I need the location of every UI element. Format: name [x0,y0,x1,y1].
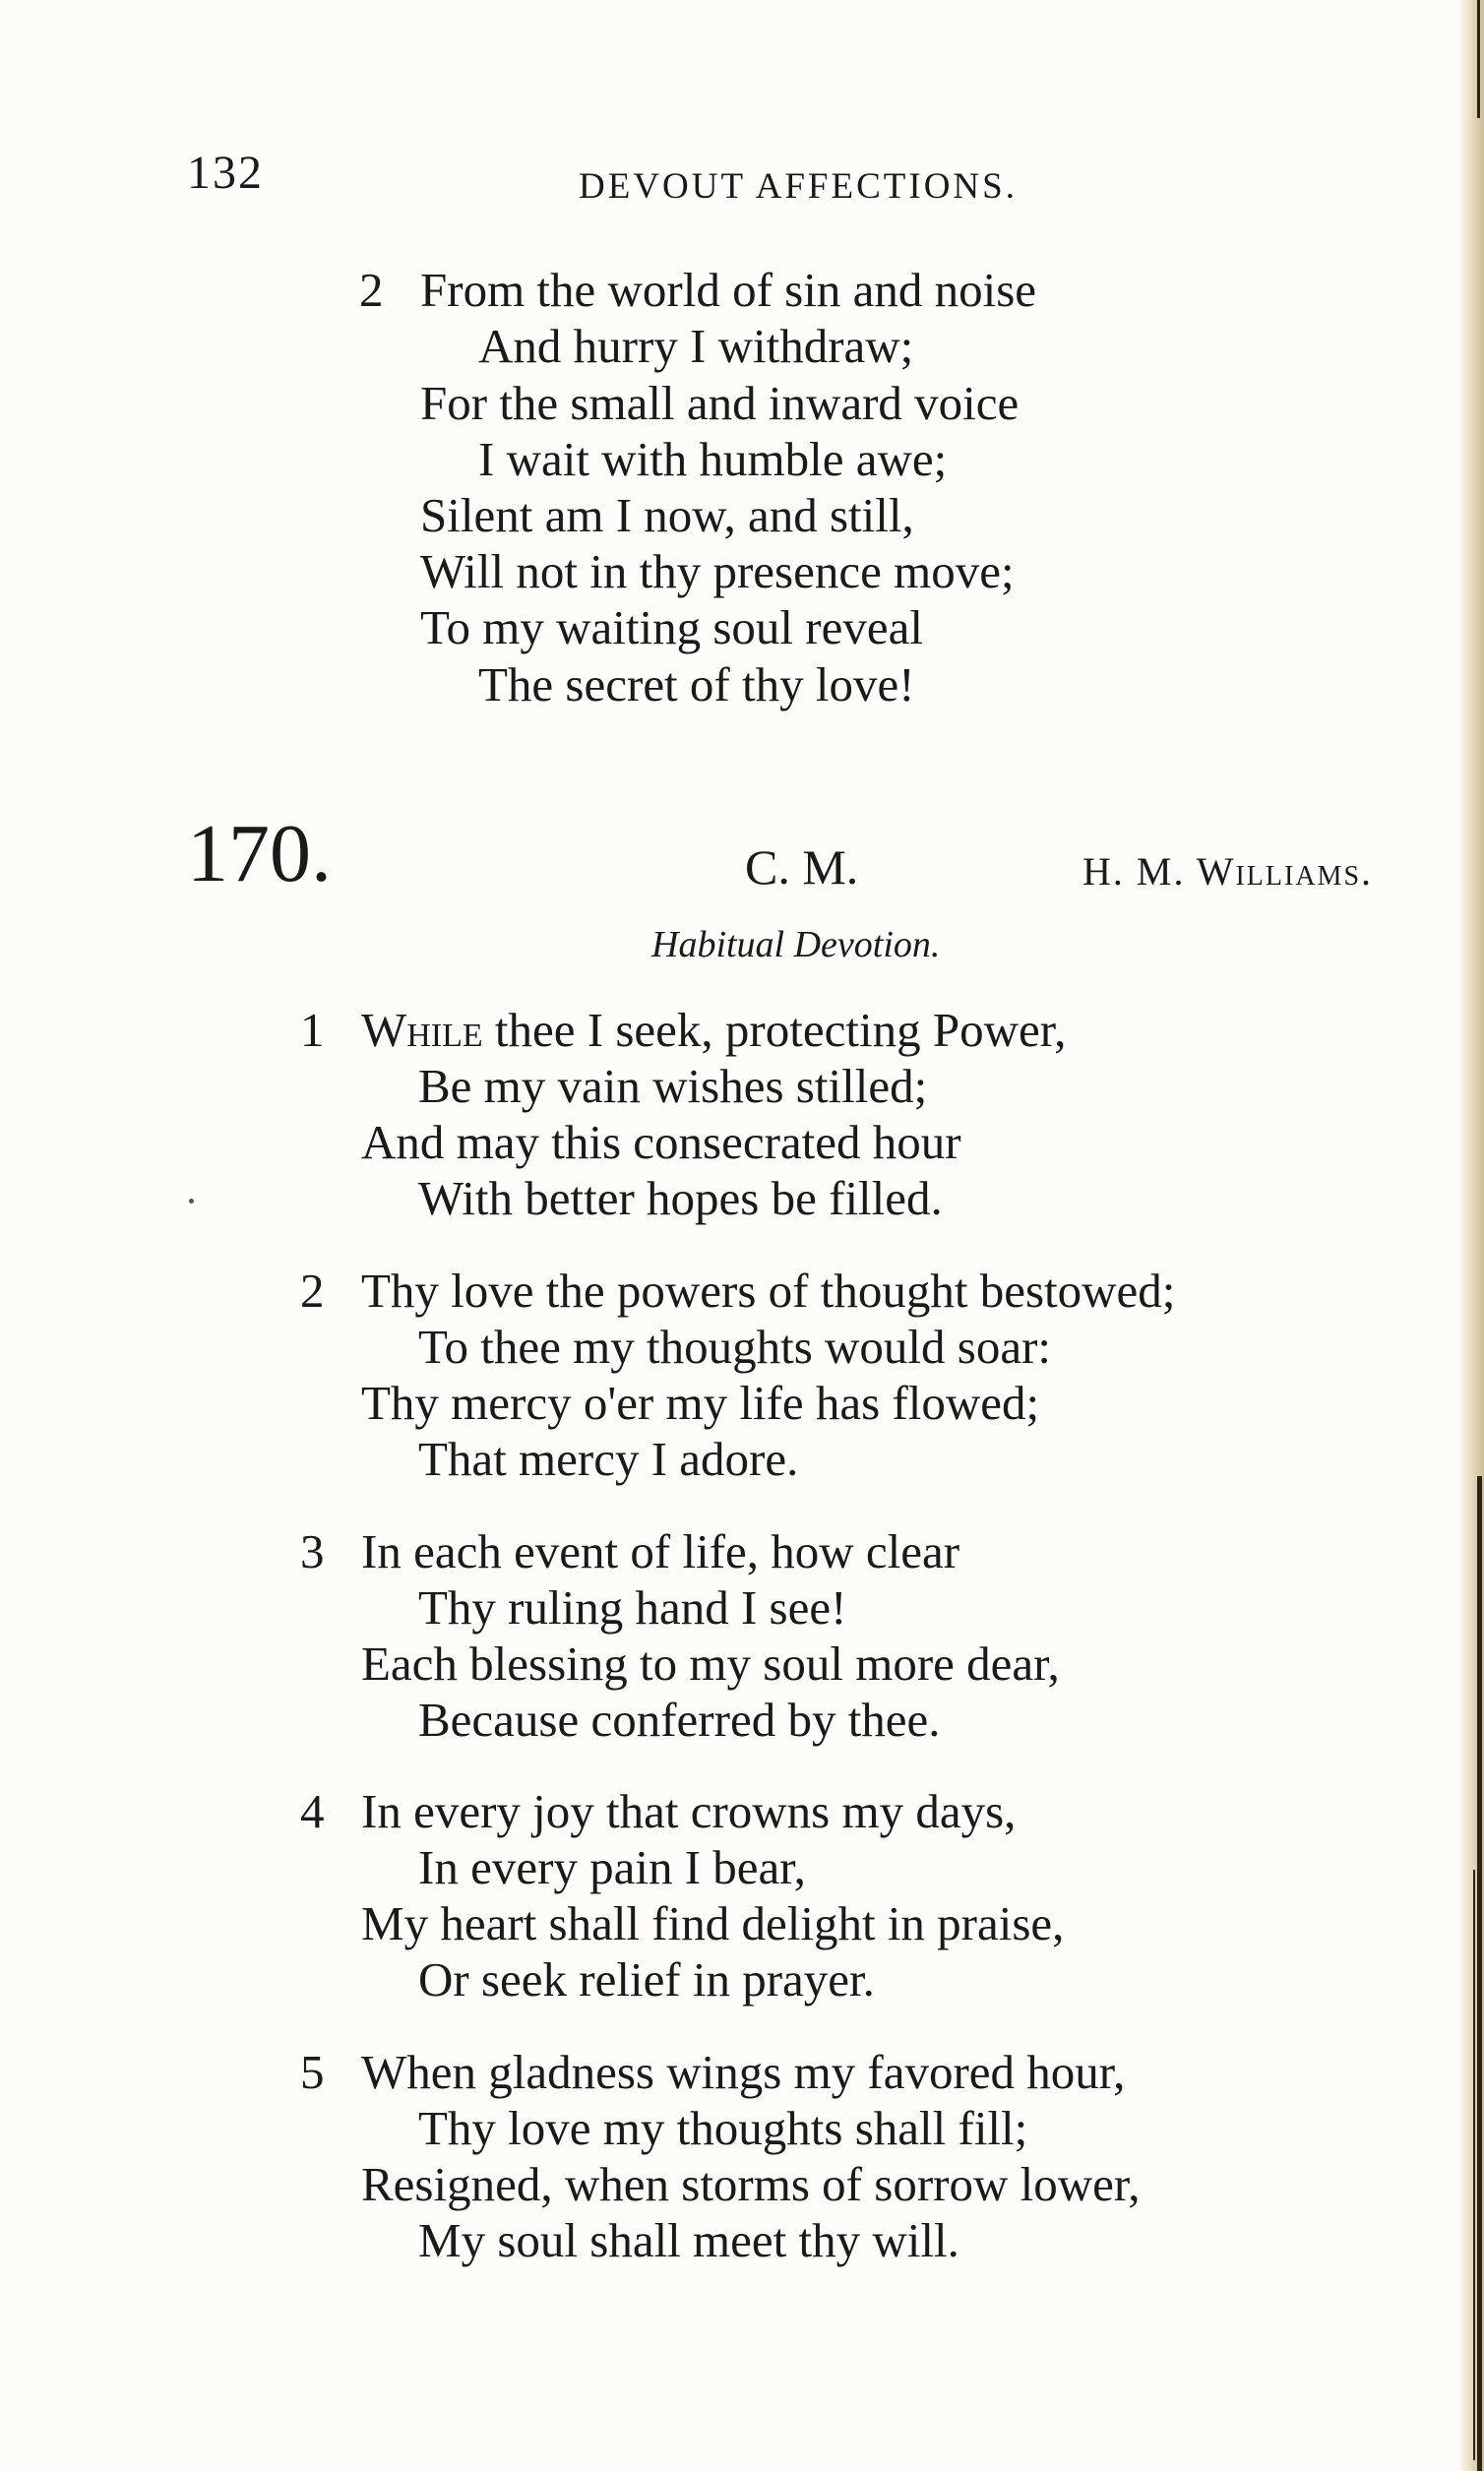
verse-line: With better hopes be filled. [418,1171,943,1225]
verse-line [361,1002,1066,1058]
margin-dot [189,1199,194,1204]
page-edge-line [1477,1476,1482,2471]
verse-line: To thee my thoughts would soar: [418,1320,1052,1374]
hymn-author: H. M. Williams. [1082,849,1374,894]
verse-line: Because conferred by thee. [418,1693,941,1747]
verse-line: Resigned, when storms of sorrow lower, [361,2157,1141,2211]
verse-line-rest: thee I seek, protecting Power, [482,1003,1067,1057]
verse-line: I wait with humble awe; [478,432,948,486]
verse-line: From the world of sin and noise [420,263,1037,317]
verse-line: Thy love my thoughts shall fill; [418,2101,1028,2155]
verse-line: Or seek relief in prayer. [418,1952,875,2007]
verse-line: In every joy that crowns my days, [361,1784,1017,1838]
verse-line: When gladness wings my favored hour, [361,2045,1126,2099]
page-edge-line [1477,0,1480,118]
page-edge-line [1473,1870,1475,2460]
verse-line: My heart shall find delight in praise, [361,1896,1065,1950]
verse-line: Thy mercy o'er my life has flowed; [361,1376,1040,1430]
verse-line: The secret of thy love! [478,657,915,711]
verse-line: Thy ruling hand I see! [418,1580,847,1635]
stanza-number: 3 [300,1524,325,1578]
verse-line: That mercy I adore. [418,1432,799,1486]
hymn-number: 170. [187,808,332,899]
verse-first-word: While [361,1003,483,1057]
stanza-number: 2 [359,263,384,317]
hymn-subtitle: Habitual Devotion. [651,924,941,965]
verse-line: Thy love the powers of thought bestowed; [361,1264,1176,1318]
verse-line: Be my vain wishes stilled; [418,1059,928,1113]
verse-line: In every pain I bear, [418,1840,806,1894]
verse-line: Silent am I now, and still, [420,488,914,542]
page-number: 132 [187,147,264,199]
running-head: DEVOUT AFFECTIONS. [579,166,1018,207]
verse-line: My soul shall meet thy will. [418,2213,959,2267]
stanza-number: 2 [300,1264,325,1318]
verse-line: For the small and inward voice [420,376,1020,430]
verse-line: Each blessing to my soul more dear, [361,1637,1060,1691]
stanza-number: 4 [300,1784,325,1838]
hymn-meter: C. M. [745,839,859,895]
verse-line: And hurry I withdraw; [478,319,914,373]
stanza-number: 5 [300,2045,325,2099]
verse-line: In each event of life, how clear [361,1524,960,1578]
verse-line: And may this consecrated hour [361,1115,961,1169]
stanza-number: 1 [300,1003,325,1057]
verse-line: Will not in thy presence move; [420,544,1015,598]
verse-line: To my waiting soul reveal [420,600,923,654]
